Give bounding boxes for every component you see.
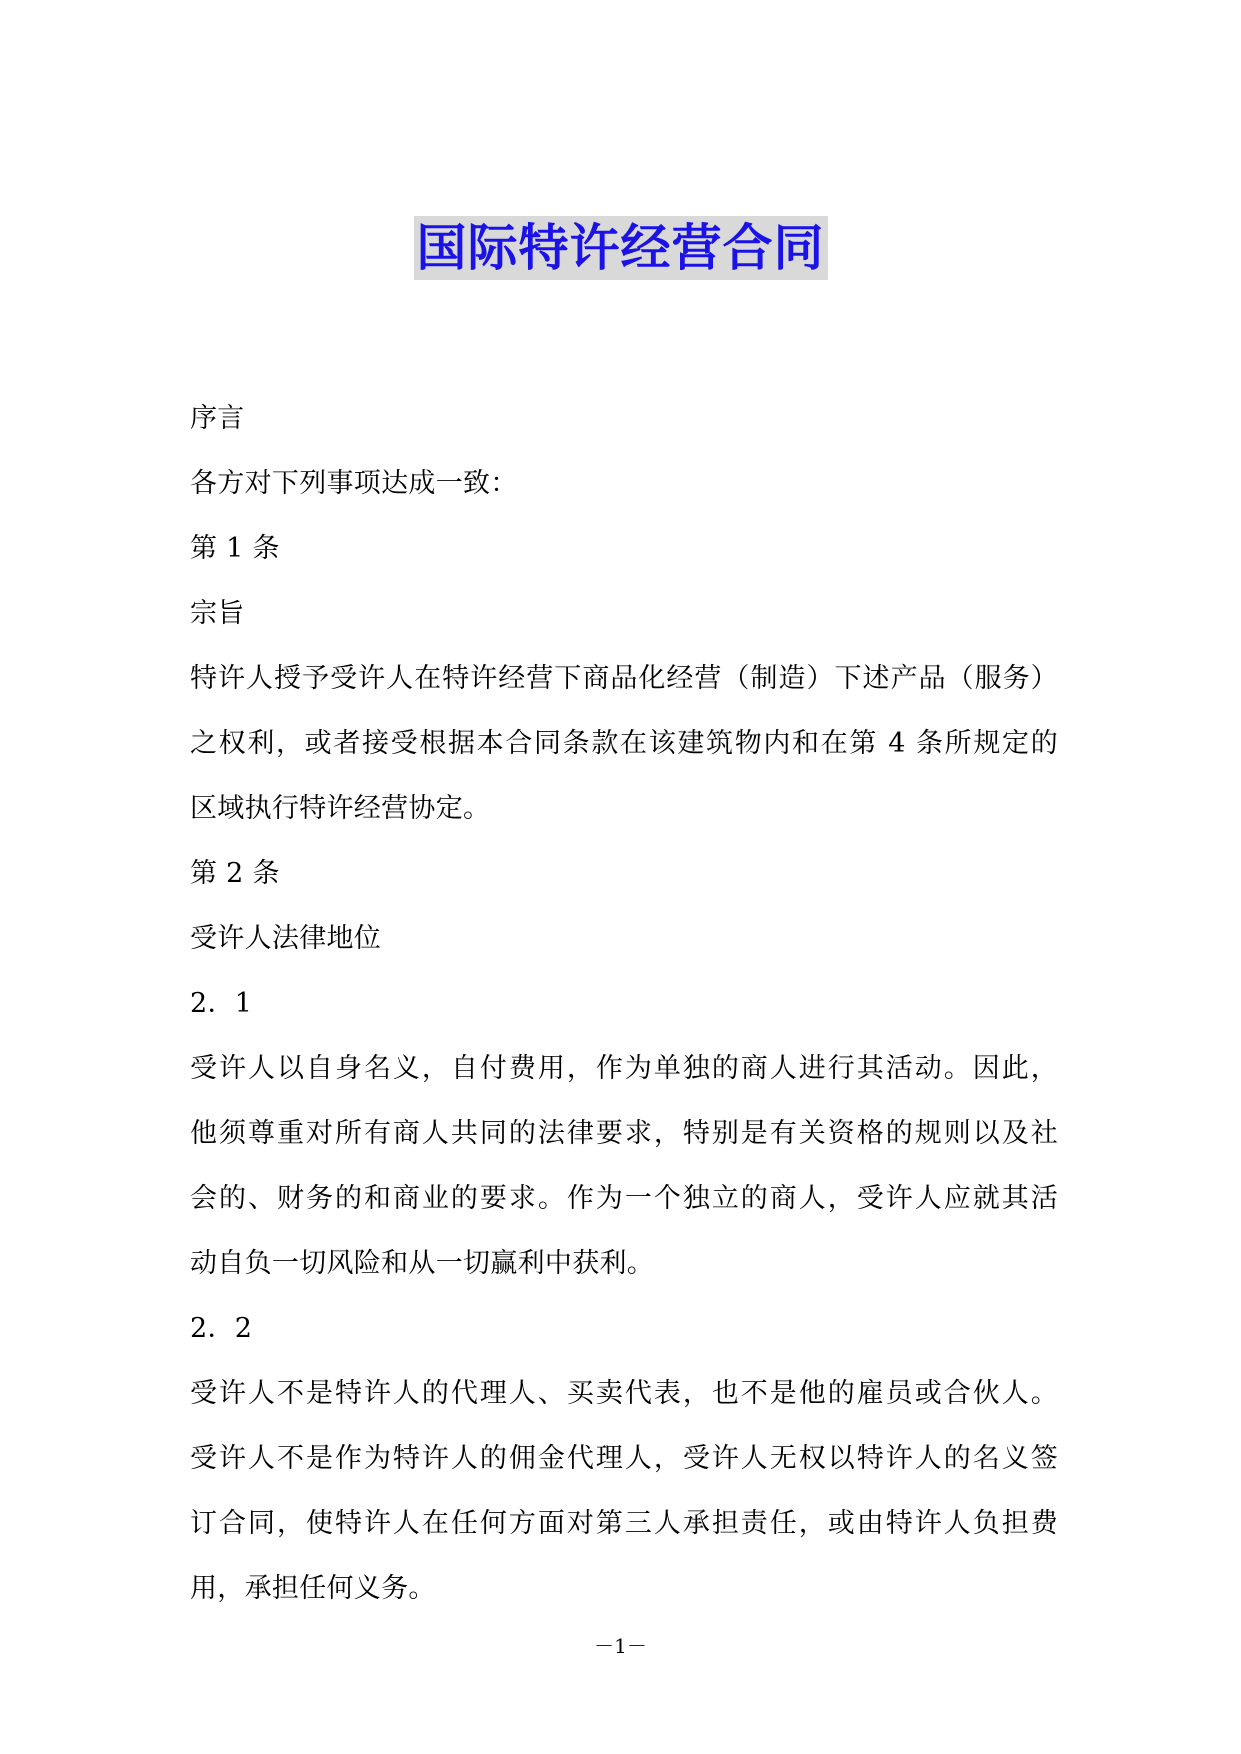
body-line: 第 2 条 (190, 858, 280, 889)
body-line: 第 1 条 (190, 533, 280, 564)
body-line: 各方对下列事项达成一致： (190, 468, 518, 499)
body-line: 区域执行特许经营协定。 (190, 793, 491, 824)
title-container (0, 216, 1241, 280)
body-line: 用，承担任何义务。 (190, 1573, 436, 1604)
body-line: 之权利，或者接受根据本合同条款在该建筑物内和在第 4 条所规定的 (190, 728, 1058, 759)
body-line: 订合同，使特许人在任何方面对第三人承担责任，或由特许人负担费 (190, 1508, 1058, 1539)
body-line: 序言 (190, 403, 245, 434)
page-number: －1－ (594, 1634, 647, 1658)
body-line: 受许人不是特许人的代理人、买卖代表，也不是他的雇员或合伙人。 (190, 1378, 1058, 1409)
body-line: 2．1 (190, 988, 253, 1019)
body-line: 受许人不是作为特许人的佣金代理人，受许人无权以特许人的名义签 (190, 1443, 1058, 1474)
body-line: 动自负一切风险和从一切赢利中获利。 (190, 1248, 655, 1279)
body-line: 会的、财务的和商业的要求。作为一个独立的商人，受许人应就其活 (190, 1183, 1058, 1214)
body-line: 受许人以自身名义，自付费用，作为单独的商人进行其活动。因此， (190, 1053, 1058, 1084)
body-line: 宗旨 (190, 598, 245, 629)
document-title: 国际特许经营合同 (414, 216, 828, 280)
body-line: 他须尊重对所有商人共同的法律要求，特别是有关资格的规则以及社 (190, 1118, 1058, 1149)
body-line: 受许人法律地位 (190, 923, 382, 954)
document-body (190, 386, 1058, 1621)
body-line: 2．2 (190, 1313, 253, 1344)
body-line: 特许人授予受许人在特许经营下商品化经营（制造）下述产品（服务） (190, 663, 1058, 694)
